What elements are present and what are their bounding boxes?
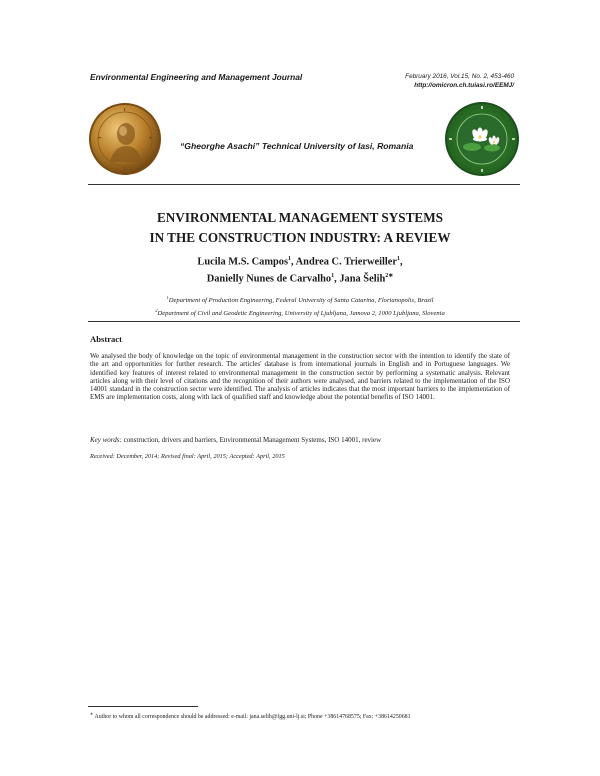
author-affiliation-mark: 2∗ — [385, 273, 394, 280]
title-line-1: ENVIRONMENTAL MANAGEMENT SYSTEMS — [156, 210, 443, 225]
journal-name: Environmental Engineering and Management Journal — [90, 72, 303, 82]
abstract-body: We analysed the body of knowledge on the topic of environmental management in the construction sector with the intention to identify the state of the art and opportunities for further research. The articles' database is from international journals in English and in Portuguese languages. We identified key features of interest related to environmental management in the construction sector by performing a systematic analysis. Relevant articles along with their level of citations and the recognition of their authors were analysed, and barriers related to the implementation of the ISO 14001 standard in the construction sector were identified. The analysis of articles indicates that the most important barriers to the implementation of EMS are implementation costs, along with lack of qualified staff and knowledge about the potential benefits of ISO 14001. — [90, 352, 510, 402]
paper-title — [90, 208, 510, 248]
author-affiliation-mark: 1 — [331, 273, 335, 280]
university-name: “Gheorghe Asachi” Technical University of Iasi, Romania — [180, 141, 414, 151]
journal-seal-logo — [444, 101, 520, 177]
abstract-divider — [88, 321, 520, 322]
affiliation-line: $^2$Department of Civil and Geodetic Engineering, University of Ljubljana, Jamova 2, 1000 Ljubljana, Slovenia — [155, 307, 445, 317]
journal-url[interactable]: http://omicron.ch.tuiasi.ro/EEMJ/ — [414, 82, 514, 89]
affiliations — [90, 293, 510, 318]
author-affiliation-mark: 1 — [396, 256, 400, 262]
keywords — [90, 436, 510, 444]
author-name: Andrea C. Trierweiller — [295, 256, 397, 268]
author-name: Lucila M.S. Campos — [197, 256, 289, 268]
journal-issue: February 2016, Vol.15, No. 2, 453-460 — [405, 73, 514, 80]
author-name: Jana Šelih — [339, 273, 386, 285]
header-divider — [88, 184, 520, 185]
title-line-2: IN THE CONSTRUCTION INDUSTRY: A REVIEW — [149, 230, 451, 245]
keywords-label: Key words: — [90, 436, 122, 444]
university-medal-logo — [88, 102, 162, 176]
footnote-divider — [88, 706, 198, 707]
abstract-heading: Abstract — [90, 334, 122, 344]
keywords-text: construction, drivers and barriers, Environmental Management Systems, ISO 14001, review — [121, 436, 382, 444]
author-affiliation-mark: 1 — [288, 256, 292, 262]
correspondence-footnote: ∗ Author to whom all correspondence should be addressed: e-mail: jana.selih@fgg.uni-lj.si; Phone +38614768575; Fax: +38614250681 — [90, 711, 411, 720]
affiliation-line: $^1$Department of Production Engineering, Federal University of Santa Catarina, Florianopolis, Brazil — [166, 295, 434, 305]
author-name: Danielly Nunes de Carvalho — [206, 273, 332, 285]
received-dates: Received: December, 2014; Revised final: April, 2015; Accepted: April, 2015 — [90, 453, 285, 460]
author-list: Lucila M.S. Campos$^1$, Andrea C. Trierweiller$^1$, Danielly Nunes de Carvalho$^1$, Jana Šelih$^{2∗}$ — [197, 256, 403, 285]
